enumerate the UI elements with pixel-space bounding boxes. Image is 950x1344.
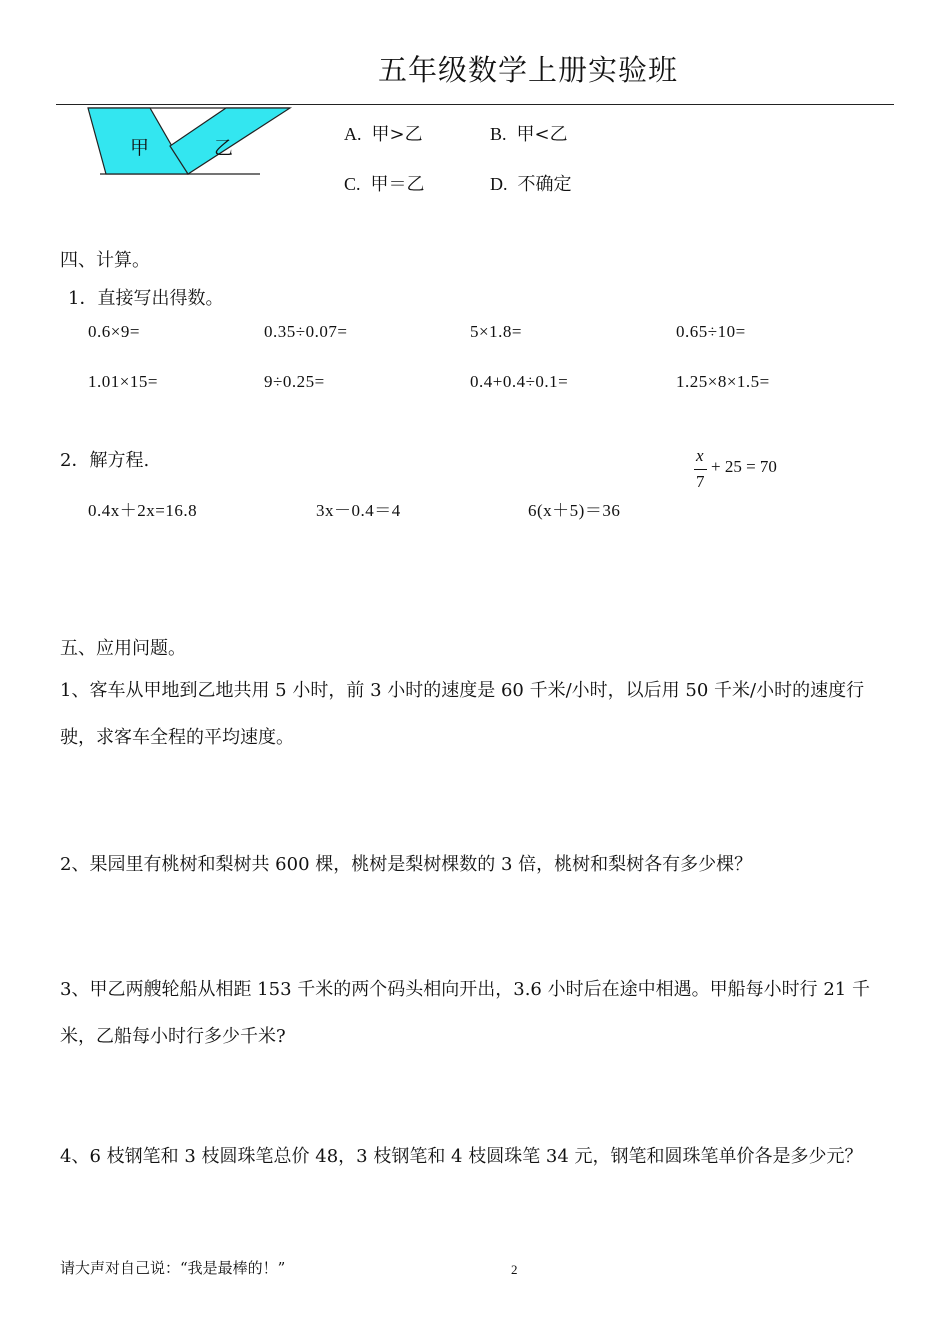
parallelogram-figure: [84, 106, 304, 180]
figure-label-jia: 甲: [130, 137, 150, 159]
choice-d[interactable]: [490, 170, 572, 196]
problem-3-line-2: 米，乙船每小时行多少千米?: [60, 1026, 286, 1047]
header-divider: [56, 104, 894, 105]
calc-item: 1.01×15=: [88, 372, 158, 391]
problem-1-line-2: 驶，求客车全程的平均速度。: [60, 727, 294, 748]
choice-d-text: 不确定: [517, 174, 572, 195]
fraction-numerator: x: [696, 446, 704, 465]
choice-b-text: 甲<乙: [516, 124, 568, 145]
problem-1-line-1: 1、客车从甲地到乙地共用 5 小时，前 3 小时的速度是 60 千米/小时，以后用 50 千米/小时的速度行: [60, 680, 865, 701]
section-4-part-2-title: 2．解方程.: [60, 450, 150, 471]
page-title: 五年级数学上册实验班: [378, 53, 679, 87]
problem-3-line-1: 3、甲乙两艘轮船从相距 153 千米的两个码头相向开出，3.6 小时后在途中相遇。甲船每小时行 21 千: [60, 979, 870, 1000]
page-number: 2: [511, 1262, 518, 1277]
fraction-rest: + 25 = 70: [711, 457, 777, 476]
choice-a-text: 甲>乙: [371, 124, 423, 145]
equation-2: 3x－0.4＝4: [316, 501, 401, 520]
calc-item: 5×1.8=: [470, 322, 522, 341]
figure-label-yi: 乙: [214, 137, 234, 159]
calc-item: 0.35÷0.07=: [264, 322, 348, 341]
choice-b-letter: B.: [490, 124, 507, 144]
footer-slogan: 请大声对自己说：“我是最棒的！”: [60, 1259, 286, 1277]
problem-4: 4、6 枝钢笔和 3 枝圆珠笔总价 48，3 枝钢笔和 4 枝圆珠笔 34 元，钢笔和圆珠笔单价各是多少元？: [60, 1146, 863, 1167]
choice-b[interactable]: [490, 120, 568, 146]
calc-item: 0.6×9=: [88, 322, 140, 341]
calc-item: 0.65÷10=: [676, 322, 746, 341]
choice-a[interactable]: [344, 120, 423, 146]
equation-3: 6(x＋5)＝36: [528, 501, 621, 520]
calc-item: 9÷0.25=: [264, 372, 325, 391]
calc-item: 0.4+0.4÷0.1=: [470, 372, 569, 391]
calc-item: 1.25×8×1.5=: [676, 372, 770, 391]
choice-c[interactable]: [344, 170, 425, 196]
section-5-title: 五、应用问题。: [60, 638, 186, 659]
choice-a-letter: A.: [344, 124, 362, 144]
section-4-part-1-title: 1．直接写出得数。: [68, 288, 224, 309]
fraction-bar: [694, 469, 707, 470]
choice-d-letter: D.: [490, 174, 508, 194]
equation-1: 0.4x＋2x=16.8: [88, 501, 198, 520]
choice-c-letter: C.: [344, 174, 361, 194]
section-4-title: 四、计算。: [60, 250, 150, 271]
fraction-denominator: 7: [696, 472, 705, 491]
choice-c-text: 甲＝乙: [370, 174, 425, 195]
problem-2: 2、果园里有桃树和梨树共 600 棵，桃树是梨树棵数的 3 倍，桃树和梨树各有多少棵？: [60, 854, 753, 875]
